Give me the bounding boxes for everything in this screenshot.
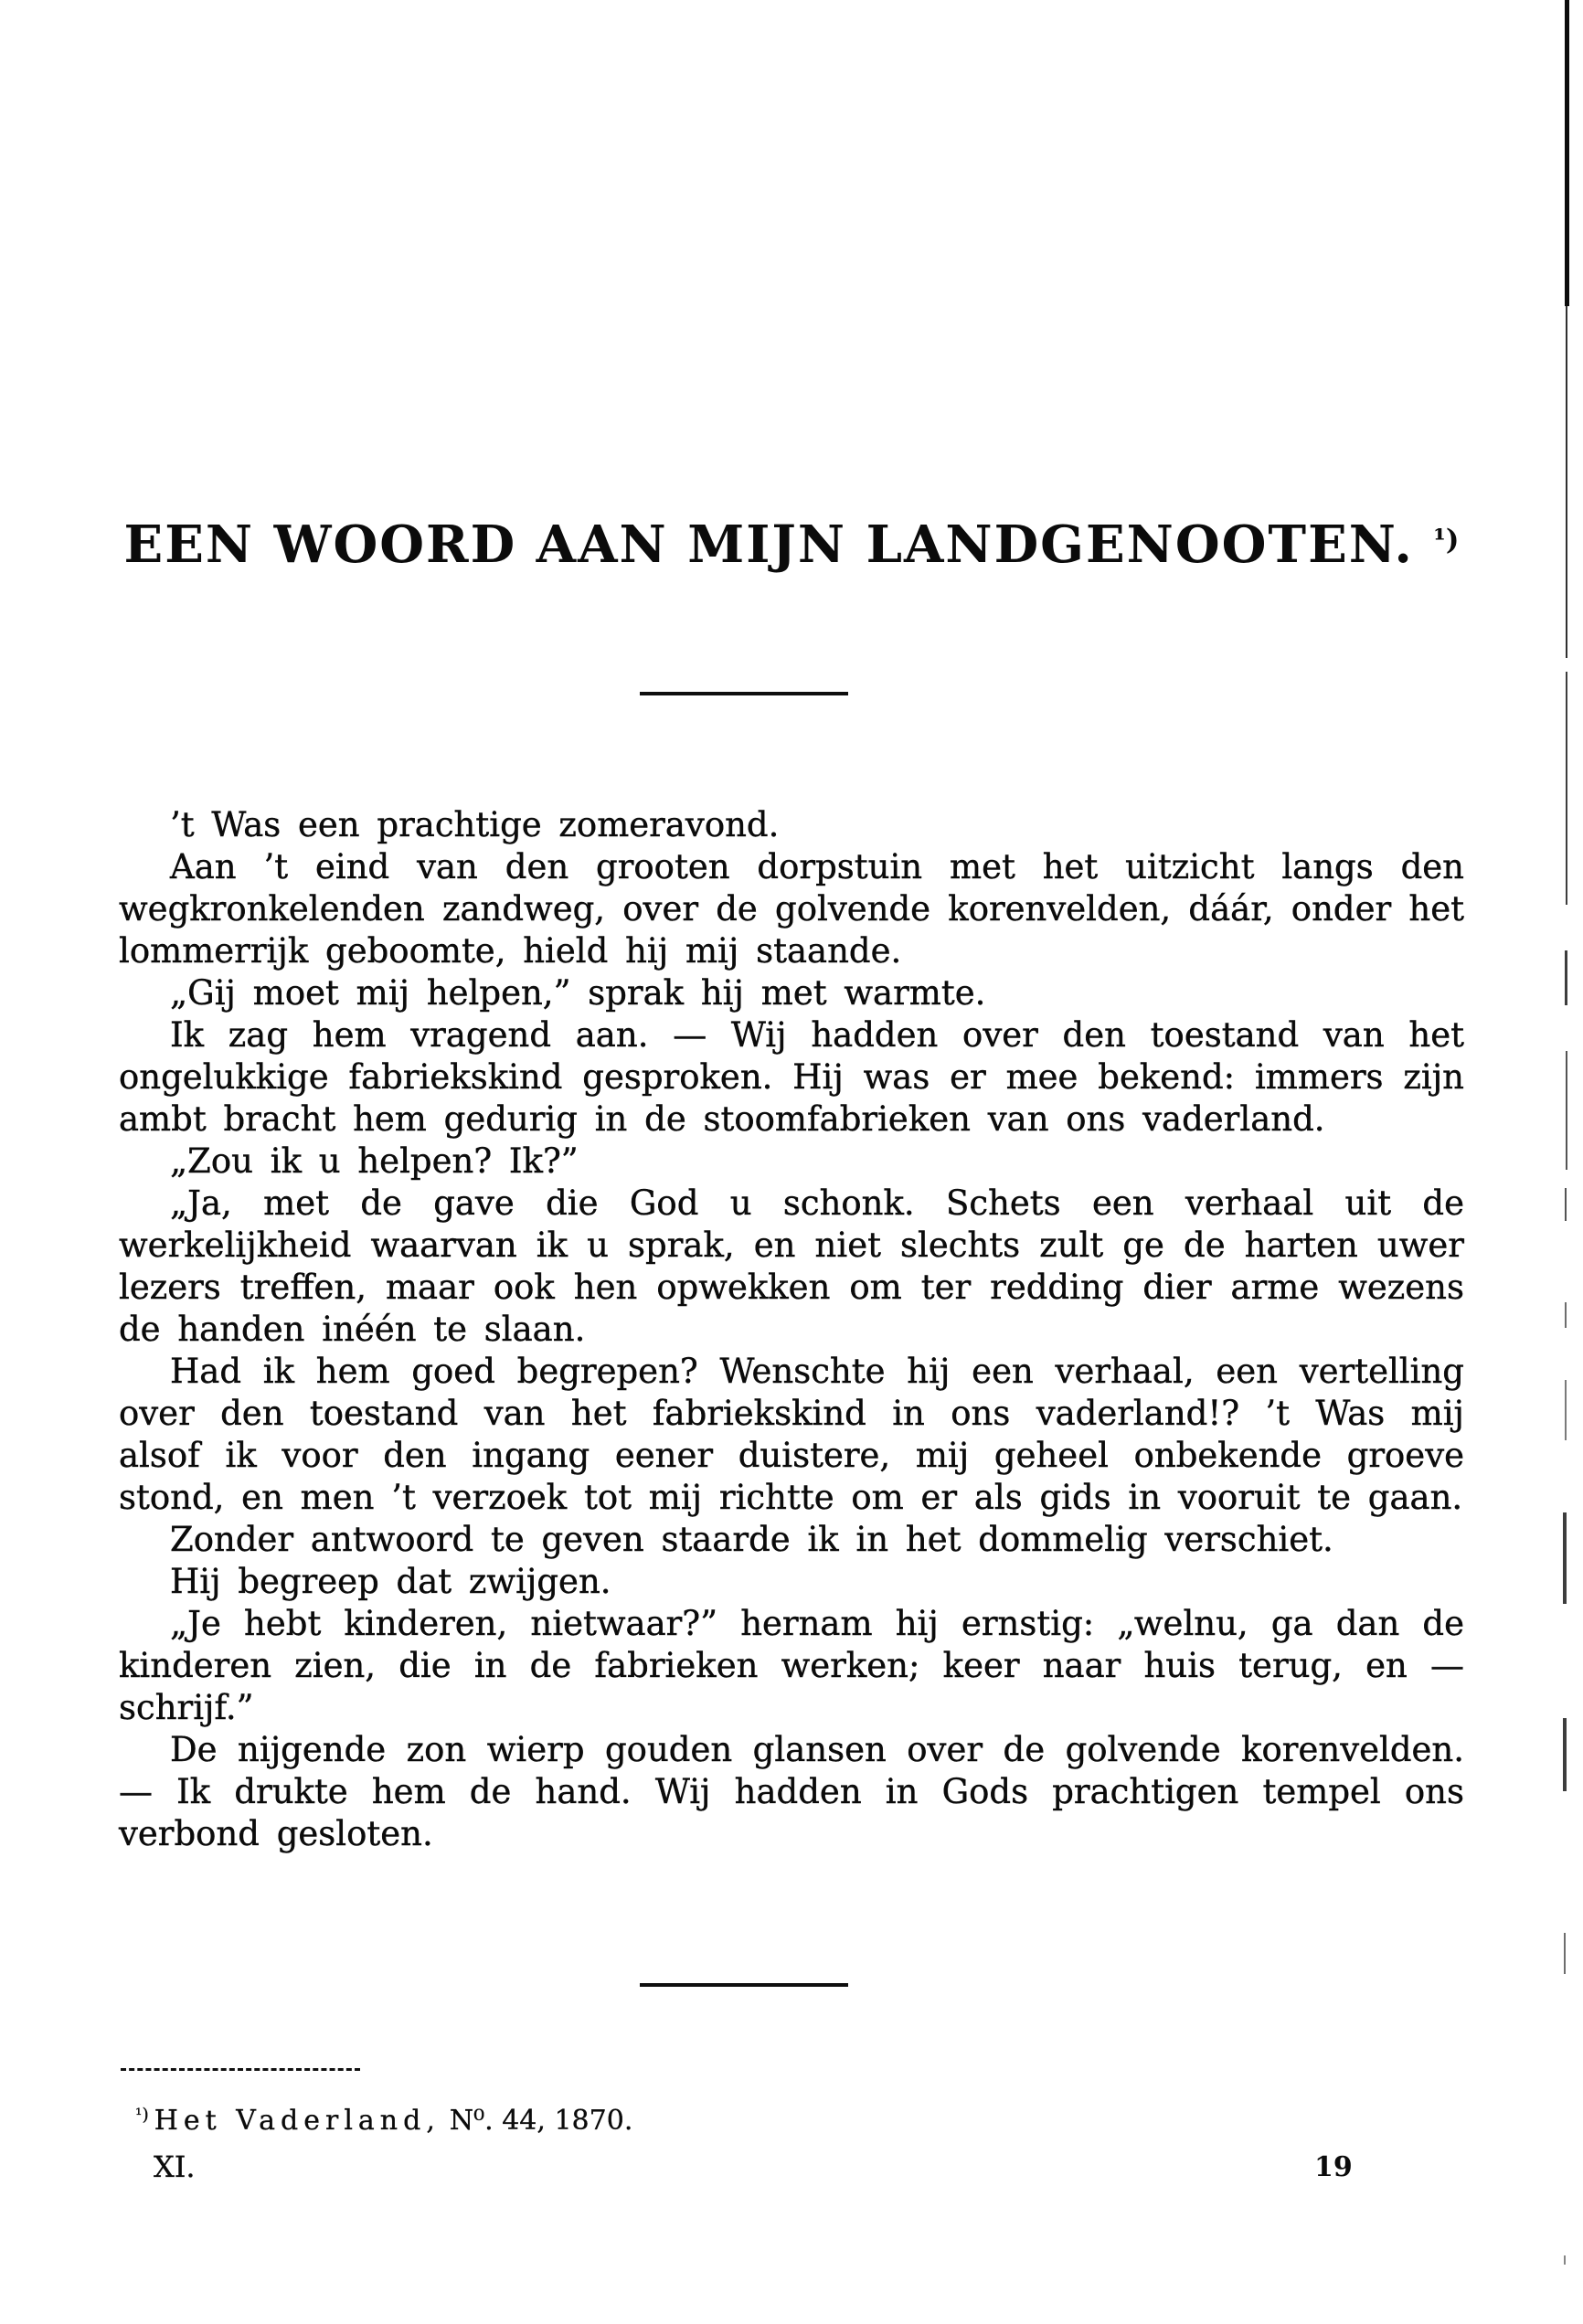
scan-artifact-line — [1565, 1302, 1567, 1328]
scan-artifact-line — [1565, 0, 1569, 306]
scan-artifact-line — [1564, 2255, 1566, 2265]
paragraph: „Gij moet mij helpen,” sprak hij met warmte. — [170, 973, 986, 1013]
paragraph: Hij begreep dat zwijgen. — [170, 1562, 611, 1601]
title-divider-rule — [640, 692, 848, 695]
scan-artifact-line — [1563, 1512, 1567, 1604]
footnote — [135, 2105, 632, 2137]
title-text: EEN WOORD AAN MIJN LANDGENOOTEN. — [123, 515, 1414, 575]
paragraph: Aan ’t eind van den grooten dorpstuin met het uitzicht langs den wegkronkelenden zandweg, over de golvende korenvelden, dáár, onder het lommerrijk geboomte, hield hij mij staande. — [119, 847, 1464, 971]
paragraph: ’t Was een prachtige zomeravond. — [170, 805, 780, 844]
scan-artifact-line — [1563, 1718, 1567, 1791]
end-divider-rule — [640, 1983, 848, 1987]
scan-artifact-line — [1566, 306, 1567, 658]
signature-mark: XI. — [154, 2149, 196, 2184]
paragraph: Ik zag hem vragend aan. — Wij hadden over den toestand van het ongelukkige fabriekskind gesproken. Hij was er mee bekend: immers zijn ambt bracht hem gedurig in de stoomfabrieken van ons vaderland. — [119, 1015, 1464, 1139]
paragraph: Zonder antwoord te geven staarde ik in het dommelig verschiet. — [170, 1520, 1333, 1559]
paragraph: „Je hebt kinderen, nietwaar?” hernam hij ernstig: „welnu, ga dan de kinderen zien, die in de fabrieken werken; keer naar huis terug, en — schrijf.” — [119, 1604, 1464, 1727]
scan-artifact-line — [1565, 950, 1567, 1005]
scan-artifact-line — [1566, 672, 1567, 905]
paragraph: „Ja, met de gave die God u schonk. Schets een verhaal uit de werkelijkheid waarvan ik u sprak, en niet slechts zult ge de harten uwer lezers treffen, maar ook hen opwekken om ter redding dier arme wezens de handen inéén te slaan. — [119, 1183, 1464, 1349]
footnote-source: Het Vaderland, — [154, 2105, 441, 2137]
page-number: 19 — [1314, 2151, 1353, 2183]
scan-artifact-line — [1565, 1188, 1567, 1221]
footnote-separator-rule — [121, 2068, 360, 2071]
footnote-reference-mark: ¹) — [1433, 524, 1460, 557]
scan-artifact-line — [1566, 1051, 1567, 1170]
paragraph: Had ik hem goed begrepen? Wenschte hij een verhaal, een vertelling over den toestand van het fabriekskind in ons vaderland!? ’t Was mij alsof ik voor den ingang eener duistere, mij geheel onbekende groeve stond, en men ’t verzoek tot mij richtte om er als gids in vooruit te gaan. — [119, 1352, 1464, 1517]
scan-artifact-line — [1565, 1380, 1567, 1440]
scan-artifact-line — [1564, 1933, 1566, 1974]
paragraph: „Zou ik u helpen? Ik?” — [170, 1141, 579, 1181]
footnote-marker: ¹) — [135, 2106, 149, 2125]
paragraph: De nijgende zon wierp gouden glansen over de golvende korenvelden. — Ik drukte hem de hand. Wij hadden in Gods prachtigen tempel ons verbond gesloten. — [119, 1730, 1464, 1853]
body-text — [119, 804, 1464, 1855]
page-title — [0, 517, 1583, 574]
footnote-detail: N⁰. 44, 1870. — [449, 2105, 633, 2137]
